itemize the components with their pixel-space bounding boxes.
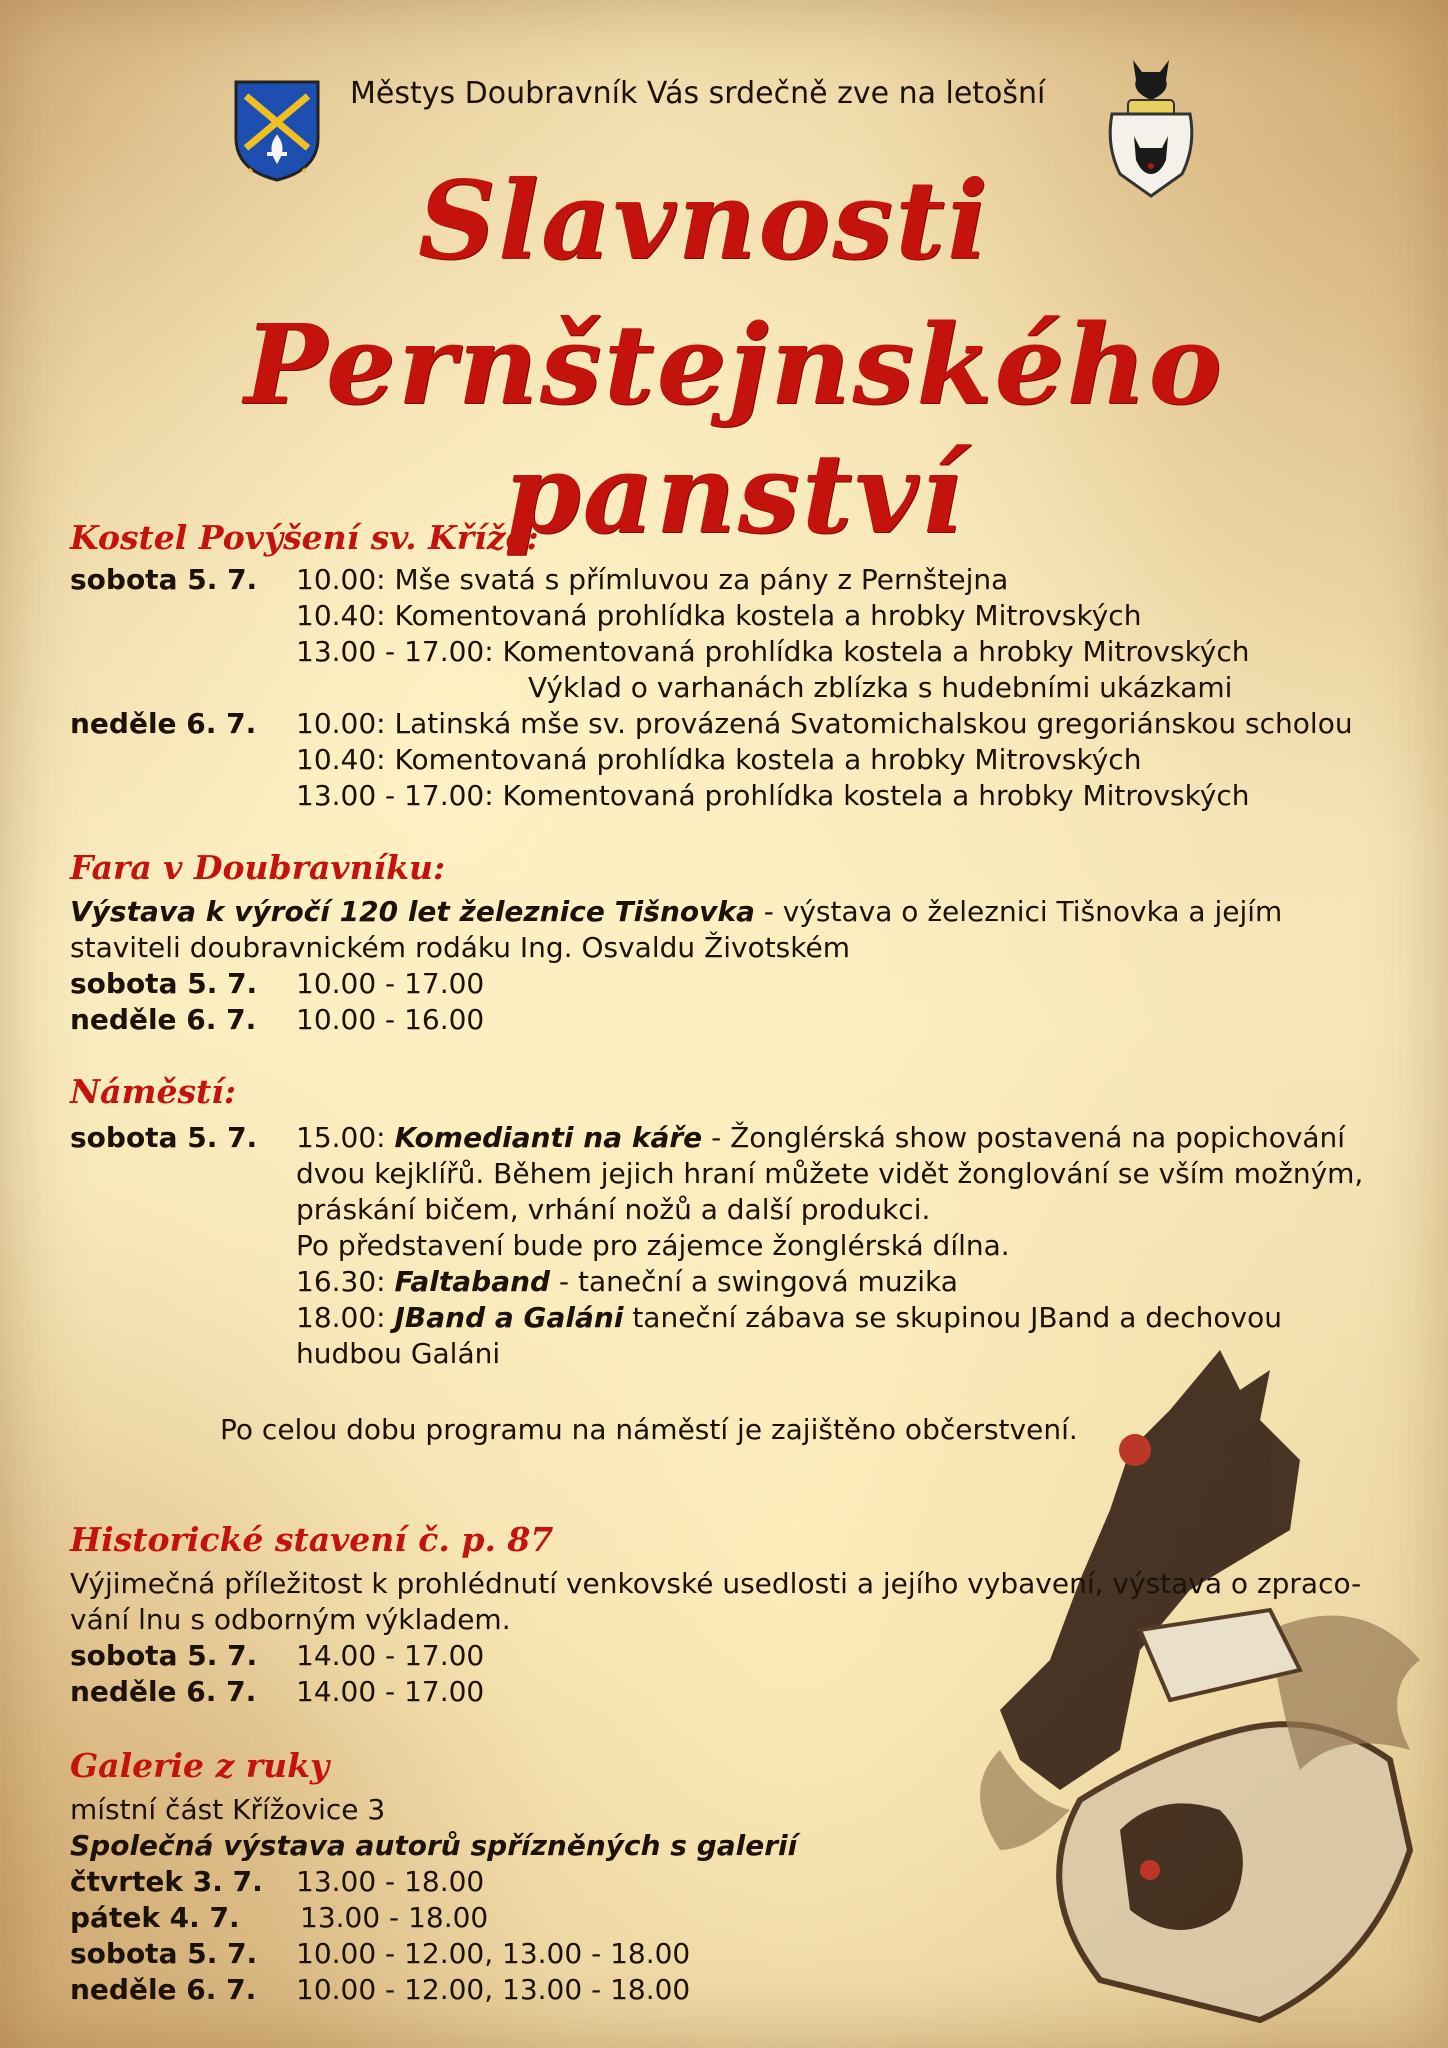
act-a-name: Komedianti na káře: [394, 1121, 703, 1154]
namesti-act-a: [296, 1120, 1345, 1156]
stav-desc-line-2: vání lnu s odborným výkladem.: [70, 1603, 511, 1636]
kostel-day1-line-4: Výklad o varhanách zblízka s hudebními ukázkami: [528, 671, 1233, 704]
galerie-place: místní část Křížovice 3: [70, 1793, 386, 1826]
act-a-time: 15.00:: [296, 1121, 395, 1154]
event-title-line-2: Pernštejnského panství: [244, 300, 1224, 558]
galerie-day-2: pátek 4. 7.: [70, 1901, 240, 1934]
galerie-day-1: čtvrtek 3. 7.: [70, 1865, 263, 1898]
act-c-desc: taneční zábava se skupinou JBand a dechovou: [623, 1301, 1282, 1334]
galerie-time-3: 10.00 - 12.00, 13.00 - 18.00: [296, 1937, 691, 1970]
fara-heading: Fara v Doubravníku:: [70, 848, 446, 887]
fara-exhibit-desc: - výstava o železnici Tišnovka a jejím: [754, 895, 1283, 928]
galerie-time-1: 13.00 - 18.00: [296, 1865, 485, 1898]
act-b-desc: - taneční a swingová muzika: [550, 1265, 958, 1298]
namesti-act-c-line-2: hudbou Galáni: [296, 1337, 501, 1370]
kostel-day1-line-2: 10.40: Komentovaná prohlídka kostela a hrobky Mitrovských: [296, 599, 1142, 632]
invitation-text: Městys Doubravník Vás srdečně zve na letošní: [350, 76, 1046, 111]
svg-text:✦: ✦: [300, 166, 309, 177]
stav-day-2: neděle 6. 7.: [70, 1675, 257, 1708]
kostel-day-2: neděle 6. 7.: [70, 707, 257, 740]
fara-day-1: sobota 5. 7.: [70, 967, 258, 1000]
namesti-act-a-line-4: Po představení bude pro zájemce žonglérská dílna.: [296, 1229, 1010, 1262]
namesti-note: Po celou dobu programu na náměstí je zajištěno občerstvení.: [220, 1413, 1078, 1446]
galerie-day-4: neděle 6. 7.: [70, 1973, 257, 2006]
namesti-heading: Náměstí:: [70, 1072, 236, 1111]
stav-day1-time: 14.00 - 17.00: [296, 1639, 485, 1672]
kostel-day2-line-2: 10.40: Komentovaná prohlídka kostela a hrobky Mitrovských: [296, 743, 1142, 776]
galerie-exhibit: Společná výstava autorů spřízněných s galerií: [70, 1829, 798, 1862]
namesti-act-a-line-3: práskání bičem, vrhání nožů a další produkci.: [296, 1193, 931, 1226]
kostel-day-1: sobota 5. 7.: [70, 563, 258, 596]
namesti-act-a-line-2: dvou kejklířů. Během jejich hraní můžete vidět žonglování se vším možným,: [296, 1157, 1364, 1190]
act-a-desc: - Žonglérská show postavená na popichování: [702, 1121, 1346, 1154]
stav-desc-line-1: Výjimečná příležitost k prohlédnutí venkovské usedlosti a jejího vybavení, výstava o zpraco-: [70, 1567, 1362, 1600]
galerie-day-3: sobota 5. 7.: [70, 1937, 258, 1970]
act-b-time: 16.30:: [296, 1265, 395, 1298]
namesti-act-b: [296, 1264, 958, 1300]
kostel-heading: Kostel Povýšení sv. Kříže:: [70, 518, 539, 557]
stav-day-1: sobota 5. 7.: [70, 1639, 258, 1672]
act-b-name: Faltaband: [394, 1265, 551, 1298]
fara-exhibit-title: Výstava k výročí 120 let železnice Tišnovka: [70, 895, 755, 928]
fara-exhibit-line-1: [70, 894, 1282, 930]
fara-day2-time: 10.00 - 16.00: [296, 1003, 485, 1036]
galerie-time-4: 10.00 - 12.00, 13.00 - 18.00: [296, 1973, 691, 2006]
stav-day2-time: 14.00 - 17.00: [296, 1675, 485, 1708]
galerie-heading: Galerie z ruky: [70, 1746, 330, 1785]
act-c-time: 18.00:: [296, 1301, 395, 1334]
kostel-day1-line-1: 10.00: Mše svatá s přímluvou za pány z Pernštejna: [296, 563, 1009, 596]
galerie-time-2: 13.00 - 18.00: [300, 1901, 489, 1934]
kostel-day2-line-1: 10.00: Latinská mše sv. provázená Svatomichalskou gregoriánskou scholou: [296, 707, 1353, 740]
kostel-day2-line-3: 13.00 - 17.00: Komentovaná prohlídka kostela a hrobky Mitrovských: [296, 779, 1250, 812]
fara-day-2: neděle 6. 7.: [70, 1003, 257, 1036]
fara-exhibit-line-2: staviteli doubravnickém rodáku Ing. Osvaldu Životském: [70, 931, 850, 964]
namesti-day-1: sobota 5. 7.: [70, 1121, 258, 1154]
kostel-day1-line-3: 13.00 - 17.00: Komentovaná prohlídka kostela a hrobky Mitrovských: [296, 635, 1250, 668]
svg-text:✦: ✦: [246, 166, 255, 177]
fara-day1-time: 10.00 - 17.00: [296, 967, 485, 1000]
namesti-act-c: [296, 1300, 1282, 1336]
stav-heading: Historické stavení č. p. 87: [70, 1520, 554, 1559]
event-title-line-1: Slavnosti: [417, 158, 991, 284]
act-c-name: JBand a Galáni: [394, 1301, 624, 1334]
